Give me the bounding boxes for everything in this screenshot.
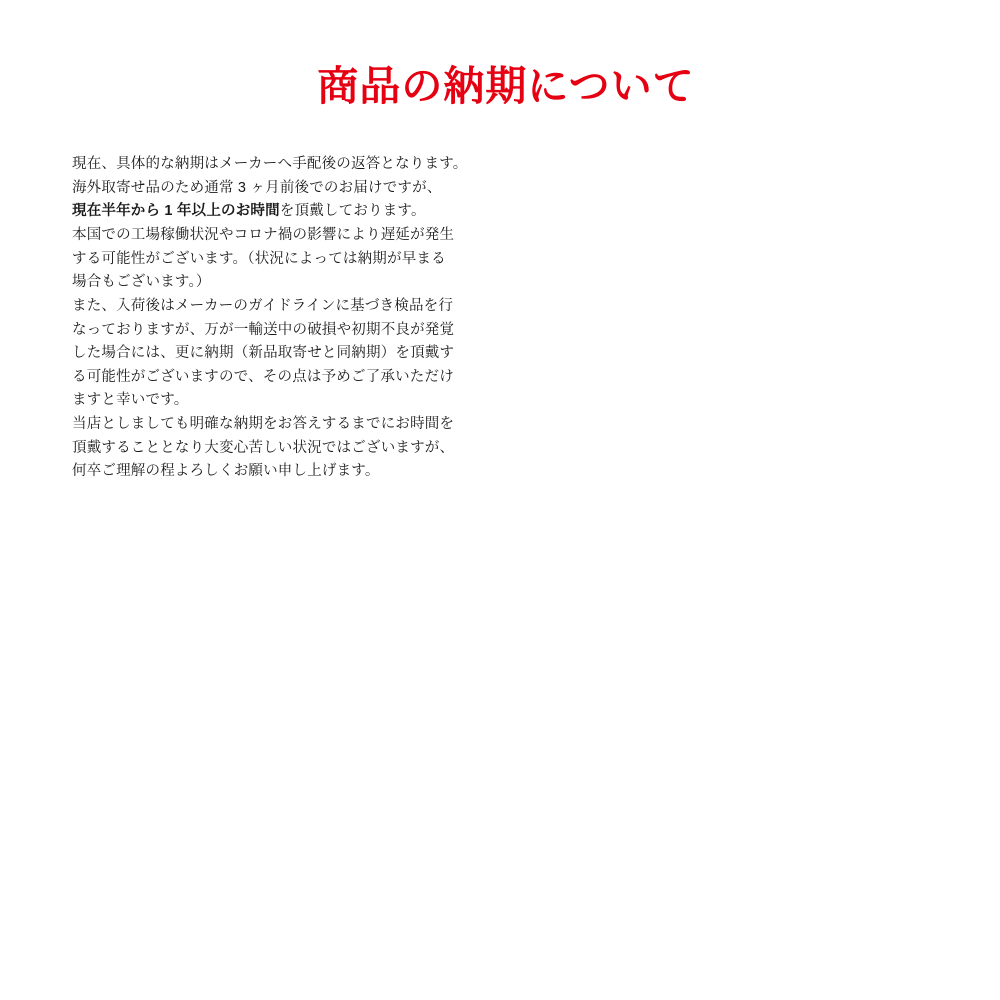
notice-line (72, 319, 940, 343)
notice-line (72, 366, 940, 390)
notice-line (72, 177, 940, 201)
body-text: 頂戴することとなり大変心苦しい状況ではございますが、 (72, 439, 455, 456)
body-text: 当店としましても明確な納期をお答えするまでにお時間を (72, 416, 455, 433)
body-text: 海外取寄せ品のため通常 3 ヶ月前後でのお届けですが、 (72, 179, 442, 196)
body-text: を頂戴しております。 (279, 203, 426, 220)
notice-line (72, 342, 940, 366)
body-text: する可能性がございます。（状況によっては納期が早まる (72, 250, 446, 267)
body-text: なっておりますが、万が一輸送中の破損や初期不良が発覚 (72, 321, 455, 338)
body-text: 場合もございます。） (72, 274, 211, 291)
notice-line (72, 389, 940, 413)
body-text: 本国での工場稼働状況やコロナ禍の影響により遅延が発生 (72, 227, 455, 244)
notice-line (72, 153, 940, 177)
notice-line (72, 271, 940, 295)
notice-line (72, 224, 940, 248)
body-text: 何卒ご理解の程よろしくお願い申し上げます。 (72, 463, 380, 480)
body-text: ますと幸いです。 (72, 392, 189, 409)
notice-body (72, 153, 940, 484)
notice-line (72, 248, 940, 272)
notice-line (72, 200, 940, 224)
body-text: また、入荷後はメーカーのガイドラインに基づき検品を行 (72, 297, 454, 314)
body-text: る可能性がございますので、その点は予めご了承いただけ (72, 368, 454, 385)
notice-line (72, 295, 940, 319)
notice-line (72, 460, 940, 484)
page-title: 商品の納期について (317, 63, 695, 109)
notice-line (72, 437, 940, 461)
notice-line (72, 413, 940, 437)
body-text: 現在、具体的な納期はメーカーへ手配後の返答となります。 (72, 156, 468, 173)
emphasized-text: 現在半年から 1 年以上のお時間 (72, 203, 280, 220)
body-text: した場合には、更に納期（新品取寄せと同納期）を頂戴す (72, 345, 455, 362)
